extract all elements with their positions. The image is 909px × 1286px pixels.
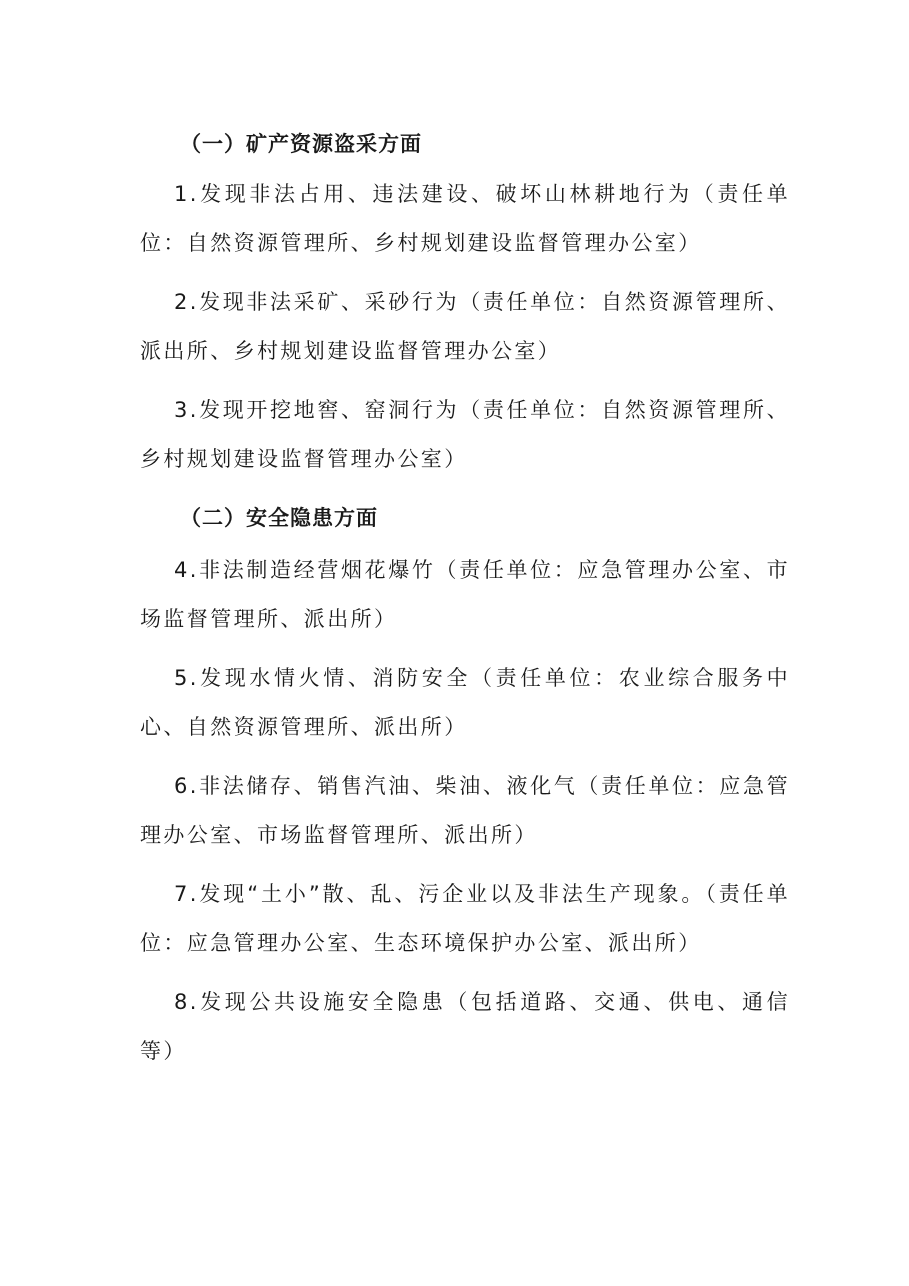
list-item-7: 7.发现“土小”散、乱、污企业以及非法生产现象。（责任单位：应急管理办公室、生态环境保护办公室、派出所） — [140, 882, 790, 955]
section-heading-mineral-resources: （一）矿产资源盗采方面 — [180, 132, 422, 156]
list-item-6: 6.非法储存、销售汽油、柴油、液化气（责任单位：应急管理办公室、市场监督管理所、派出所） — [140, 774, 790, 847]
list-item-1: 1.发现非法占用、违法建设、破坏山林耕地行为（责任单位：自然资源管理所、乡村规划建设监督管理办公室） — [140, 182, 790, 255]
list-item-2: 2.发现非法采矿、采砂行为（责任单位：自然资源管理所、派出所、乡村规划建设监督管理办公室） — [140, 290, 790, 363]
list-item-4: 4.非法制造经营烟花爆竹（责任单位：应急管理办公室、市场监督管理所、派出所） — [140, 558, 790, 631]
list-item-8: 8.发现公共设施安全隐患（包括道路、交通、供电、通信等） — [140, 990, 790, 1063]
document-page — [140, 120, 790, 1086]
list-item-3: 3.发现开挖地窖、窑洞行为（责任单位：自然资源管理所、乡村规划建设监督管理办公室） — [140, 398, 790, 471]
list-item-5: 5.发现水情火情、消防安全（责任单位：农业综合服务中心、自然资源管理所、派出所） — [140, 666, 790, 739]
section-heading-safety-hazards: （二）安全隐患方面 — [180, 506, 378, 530]
